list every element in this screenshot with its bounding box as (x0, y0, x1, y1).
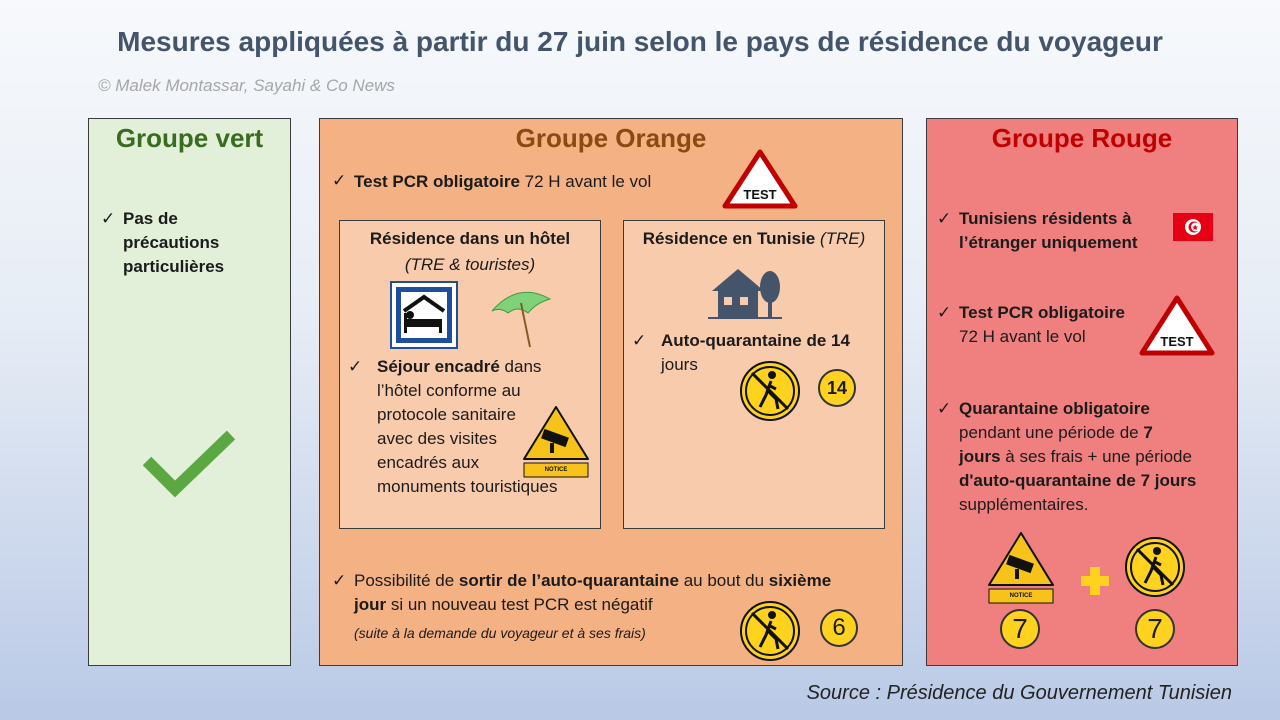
green-checkmark-icon (139, 425, 239, 501)
check-mark: ✓ (937, 399, 952, 418)
source-text: Source : Présidence du Gouvernement Tunisien (806, 682, 1232, 704)
exit-quarantine-text: Possibilité de sortir de l’auto-quarantaine au bout du sixième jour si un nouveau test PCR est négatif (suite à la demande du voyageur et à ses frais) (354, 571, 832, 641)
hotel-stay-text: Séjour encadré dans l’hôtel conforme au protocole sanitaire avec des visites encadrés aux monuments touristiques (377, 357, 558, 496)
cctv-notice-icon (987, 531, 1055, 607)
days-7-badge: 7 (1000, 609, 1040, 649)
cctv-notice-icon (522, 405, 590, 481)
test-warning-sign-icon (722, 149, 798, 209)
red-pcr-text: Test PCR obligatoire 72 H avant le vol (959, 303, 1125, 346)
red-group-panel (926, 118, 1238, 666)
self-quarantine-text: Auto-quarantaine de 14 jours (661, 331, 850, 374)
check-mark: ✓ (101, 209, 116, 228)
red-quarantine-text: Quarantaine obligatoire pendant une période de 7 jours à ses frais + une période d'auto-quarantaine de 7 jours supplémentaires. (959, 399, 1197, 514)
no-walking-icon (738, 359, 802, 423)
no-walking-icon (1123, 535, 1187, 599)
days-7-badge: 7 (1135, 609, 1175, 649)
svg-text:NOTICE: NOTICE (1009, 593, 1033, 599)
orange-group-panel (319, 118, 903, 666)
days-6-badge: 6 (820, 609, 858, 647)
beach-umbrella-icon (488, 283, 554, 349)
svg-text:TEST: TEST (1160, 334, 1194, 349)
check-mark: ✓ (332, 571, 347, 590)
green-group-panel (88, 118, 291, 666)
svg-text:TEST: TEST (743, 187, 777, 202)
check-mark: ✓ (348, 357, 363, 376)
hotel-title: Résidence dans un hôtel (369, 229, 571, 248)
svg-text:NOTICE: NOTICE (544, 467, 568, 473)
tunisia-residence-box (623, 220, 885, 529)
test-warning-sign-icon (1139, 295, 1215, 357)
green-item: Pas de précautions particulières (123, 209, 225, 276)
tunisia-title: Résidence en Tunisie (TRE) (642, 229, 866, 248)
credit-text: © Malek Montassar, Sayahi & Co News (98, 76, 395, 95)
hotel-residence-box (339, 220, 601, 529)
plus-icon (1079, 565, 1111, 597)
check-mark: ✓ (937, 209, 952, 228)
red-residents-text: Tunisiens résidents à l’étranger uniquement (959, 209, 1138, 252)
green-group-title: Groupe vert (115, 123, 264, 153)
house-icon (708, 261, 782, 321)
check-mark: ✓ (332, 171, 347, 190)
page-title: Mesures appliquées à partir du 27 juin selon le pays de résidence du voyageur (117, 26, 1163, 57)
orange-group-title: Groupe Orange (515, 123, 707, 153)
no-walking-icon (738, 599, 802, 663)
red-group-title: Groupe Rouge (991, 123, 1173, 153)
days-14-badge: 14 (818, 369, 856, 407)
hotel-subtitle: (TRE & touristes) (404, 255, 536, 274)
tunisia-flag-icon (1173, 213, 1213, 241)
hotel-icon (390, 281, 458, 349)
check-mark: ✓ (937, 303, 952, 322)
check-mark: ✓ (632, 331, 647, 350)
orange-pcr-text: Test PCR obligatoire 72 H avant le vol (354, 172, 652, 191)
